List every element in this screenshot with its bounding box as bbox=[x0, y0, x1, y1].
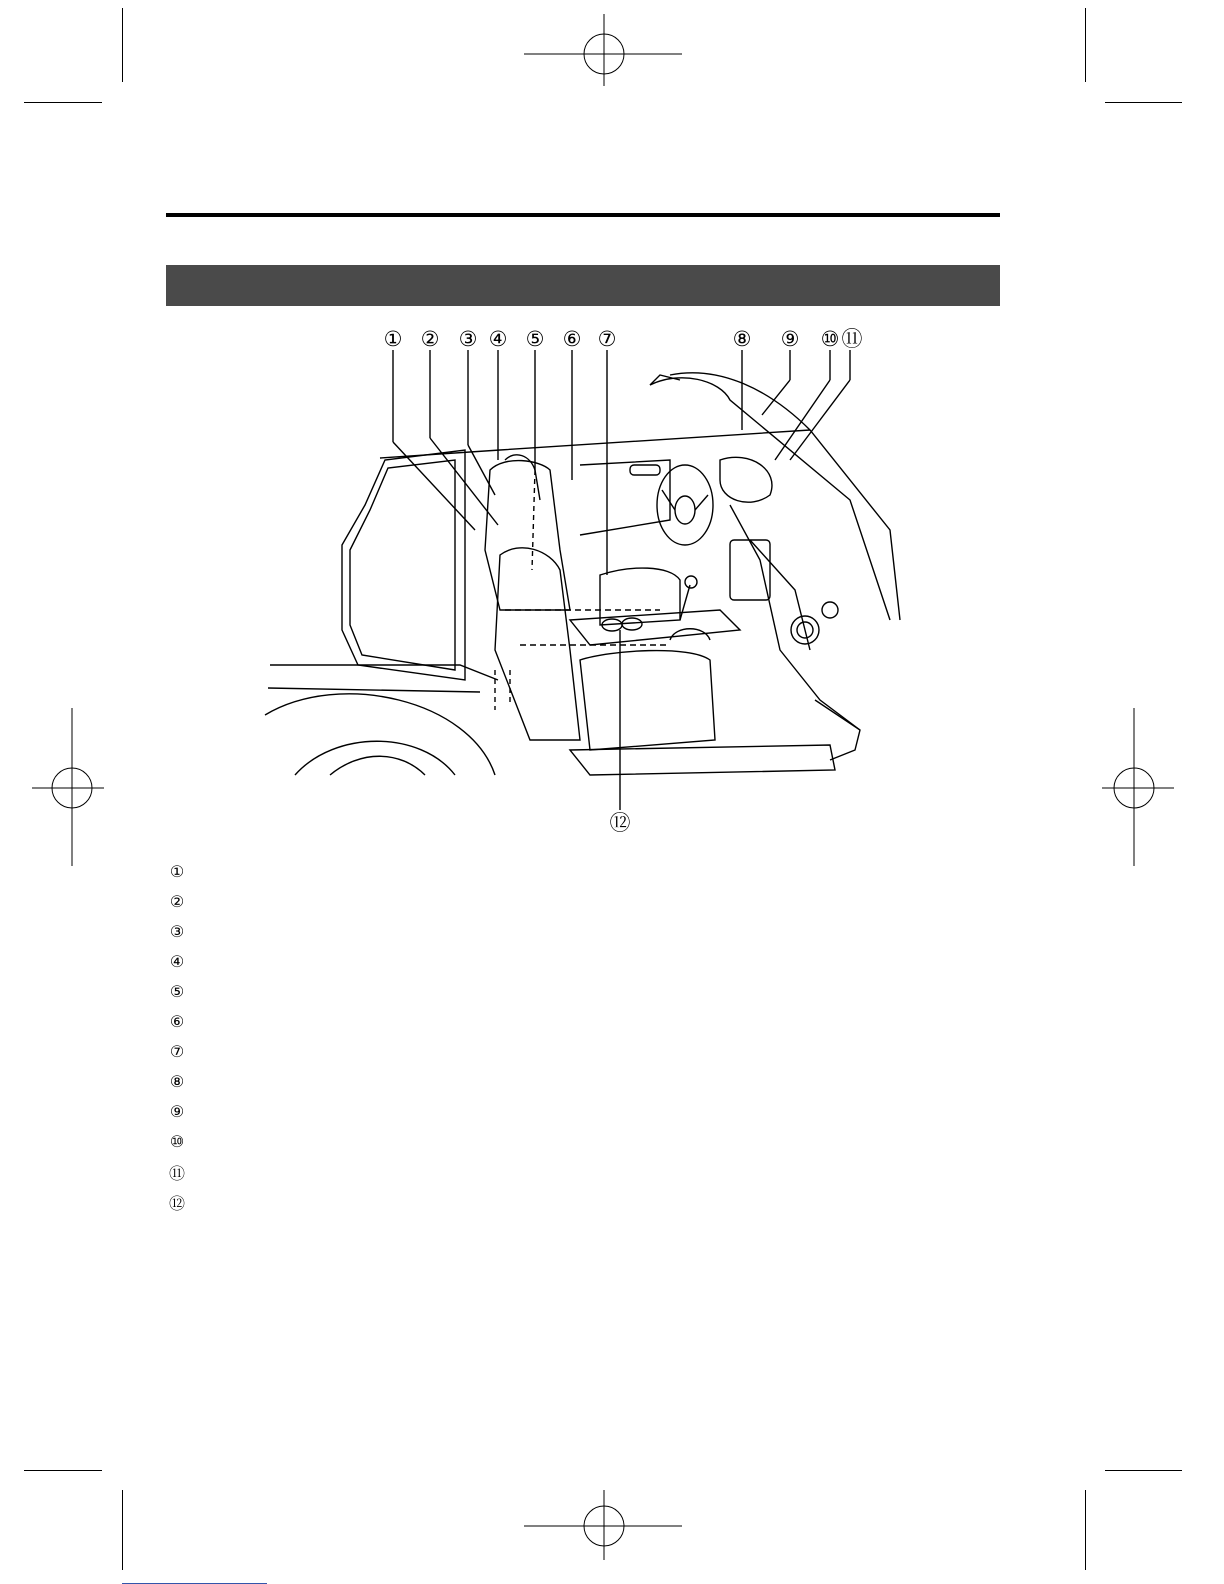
crop-mark bbox=[24, 1470, 102, 1471]
legend-item bbox=[166, 887, 1000, 917]
car-interior-illustration bbox=[250, 320, 950, 840]
legend-number: ⑧ bbox=[169, 1074, 185, 1091]
legend-item bbox=[166, 1157, 1000, 1187]
callout-11: ⑪ bbox=[841, 327, 863, 351]
legend-item bbox=[166, 947, 1000, 977]
legend-item bbox=[166, 977, 1000, 1007]
callout-3: ③ bbox=[458, 327, 478, 351]
registration-mark-left bbox=[32, 708, 104, 866]
legend-number: ③ bbox=[169, 924, 185, 941]
legend-item bbox=[166, 1187, 1000, 1217]
legend-item bbox=[166, 1127, 1000, 1157]
legend-item bbox=[166, 1037, 1000, 1067]
crop-mark bbox=[122, 1490, 123, 1570]
callout-12: ⑫ bbox=[609, 811, 631, 835]
callout-2: ② bbox=[420, 327, 440, 351]
registration-mark-bottom bbox=[524, 1490, 684, 1560]
crop-mark bbox=[1105, 102, 1182, 103]
header-rule bbox=[166, 213, 1000, 217]
legend-number: ② bbox=[169, 894, 185, 911]
legend-number: ⑥ bbox=[169, 1014, 185, 1031]
crop-mark bbox=[1085, 1490, 1086, 1570]
legend-item bbox=[166, 1007, 1000, 1037]
callout-9: ⑨ bbox=[780, 327, 800, 351]
legend-number: ④ bbox=[169, 954, 185, 971]
section-header-bar bbox=[166, 265, 1000, 306]
legend-number: ⑩ bbox=[169, 1134, 185, 1151]
callout-7: ⑦ bbox=[597, 327, 617, 351]
callout-6: ⑥ bbox=[562, 327, 582, 351]
crop-mark bbox=[24, 102, 102, 103]
legend-item bbox=[166, 917, 1000, 947]
legend-number: ⑪ bbox=[168, 1165, 185, 1183]
legend-item bbox=[166, 857, 1000, 887]
legend-item bbox=[166, 1097, 1000, 1127]
legend-number: ⑦ bbox=[169, 1044, 185, 1061]
legend-list bbox=[166, 857, 1000, 1217]
registration-mark-top bbox=[524, 14, 684, 86]
callout-4: ④ bbox=[488, 327, 508, 351]
callout-8: ⑧ bbox=[732, 327, 752, 351]
crop-mark bbox=[1085, 8, 1086, 82]
crop-mark bbox=[122, 8, 123, 82]
registration-mark-right bbox=[1102, 708, 1174, 866]
callout-10: ⑩ bbox=[820, 327, 840, 351]
legend-number: ① bbox=[169, 864, 185, 881]
legend-number: ⑫ bbox=[168, 1195, 185, 1213]
crop-mark bbox=[1105, 1470, 1182, 1471]
callout-5: ⑤ bbox=[525, 327, 545, 351]
legend-number: ⑨ bbox=[169, 1104, 185, 1121]
callout-1: ① bbox=[383, 327, 403, 351]
legend-item bbox=[166, 1067, 1000, 1097]
legend-number: ⑤ bbox=[169, 984, 185, 1001]
